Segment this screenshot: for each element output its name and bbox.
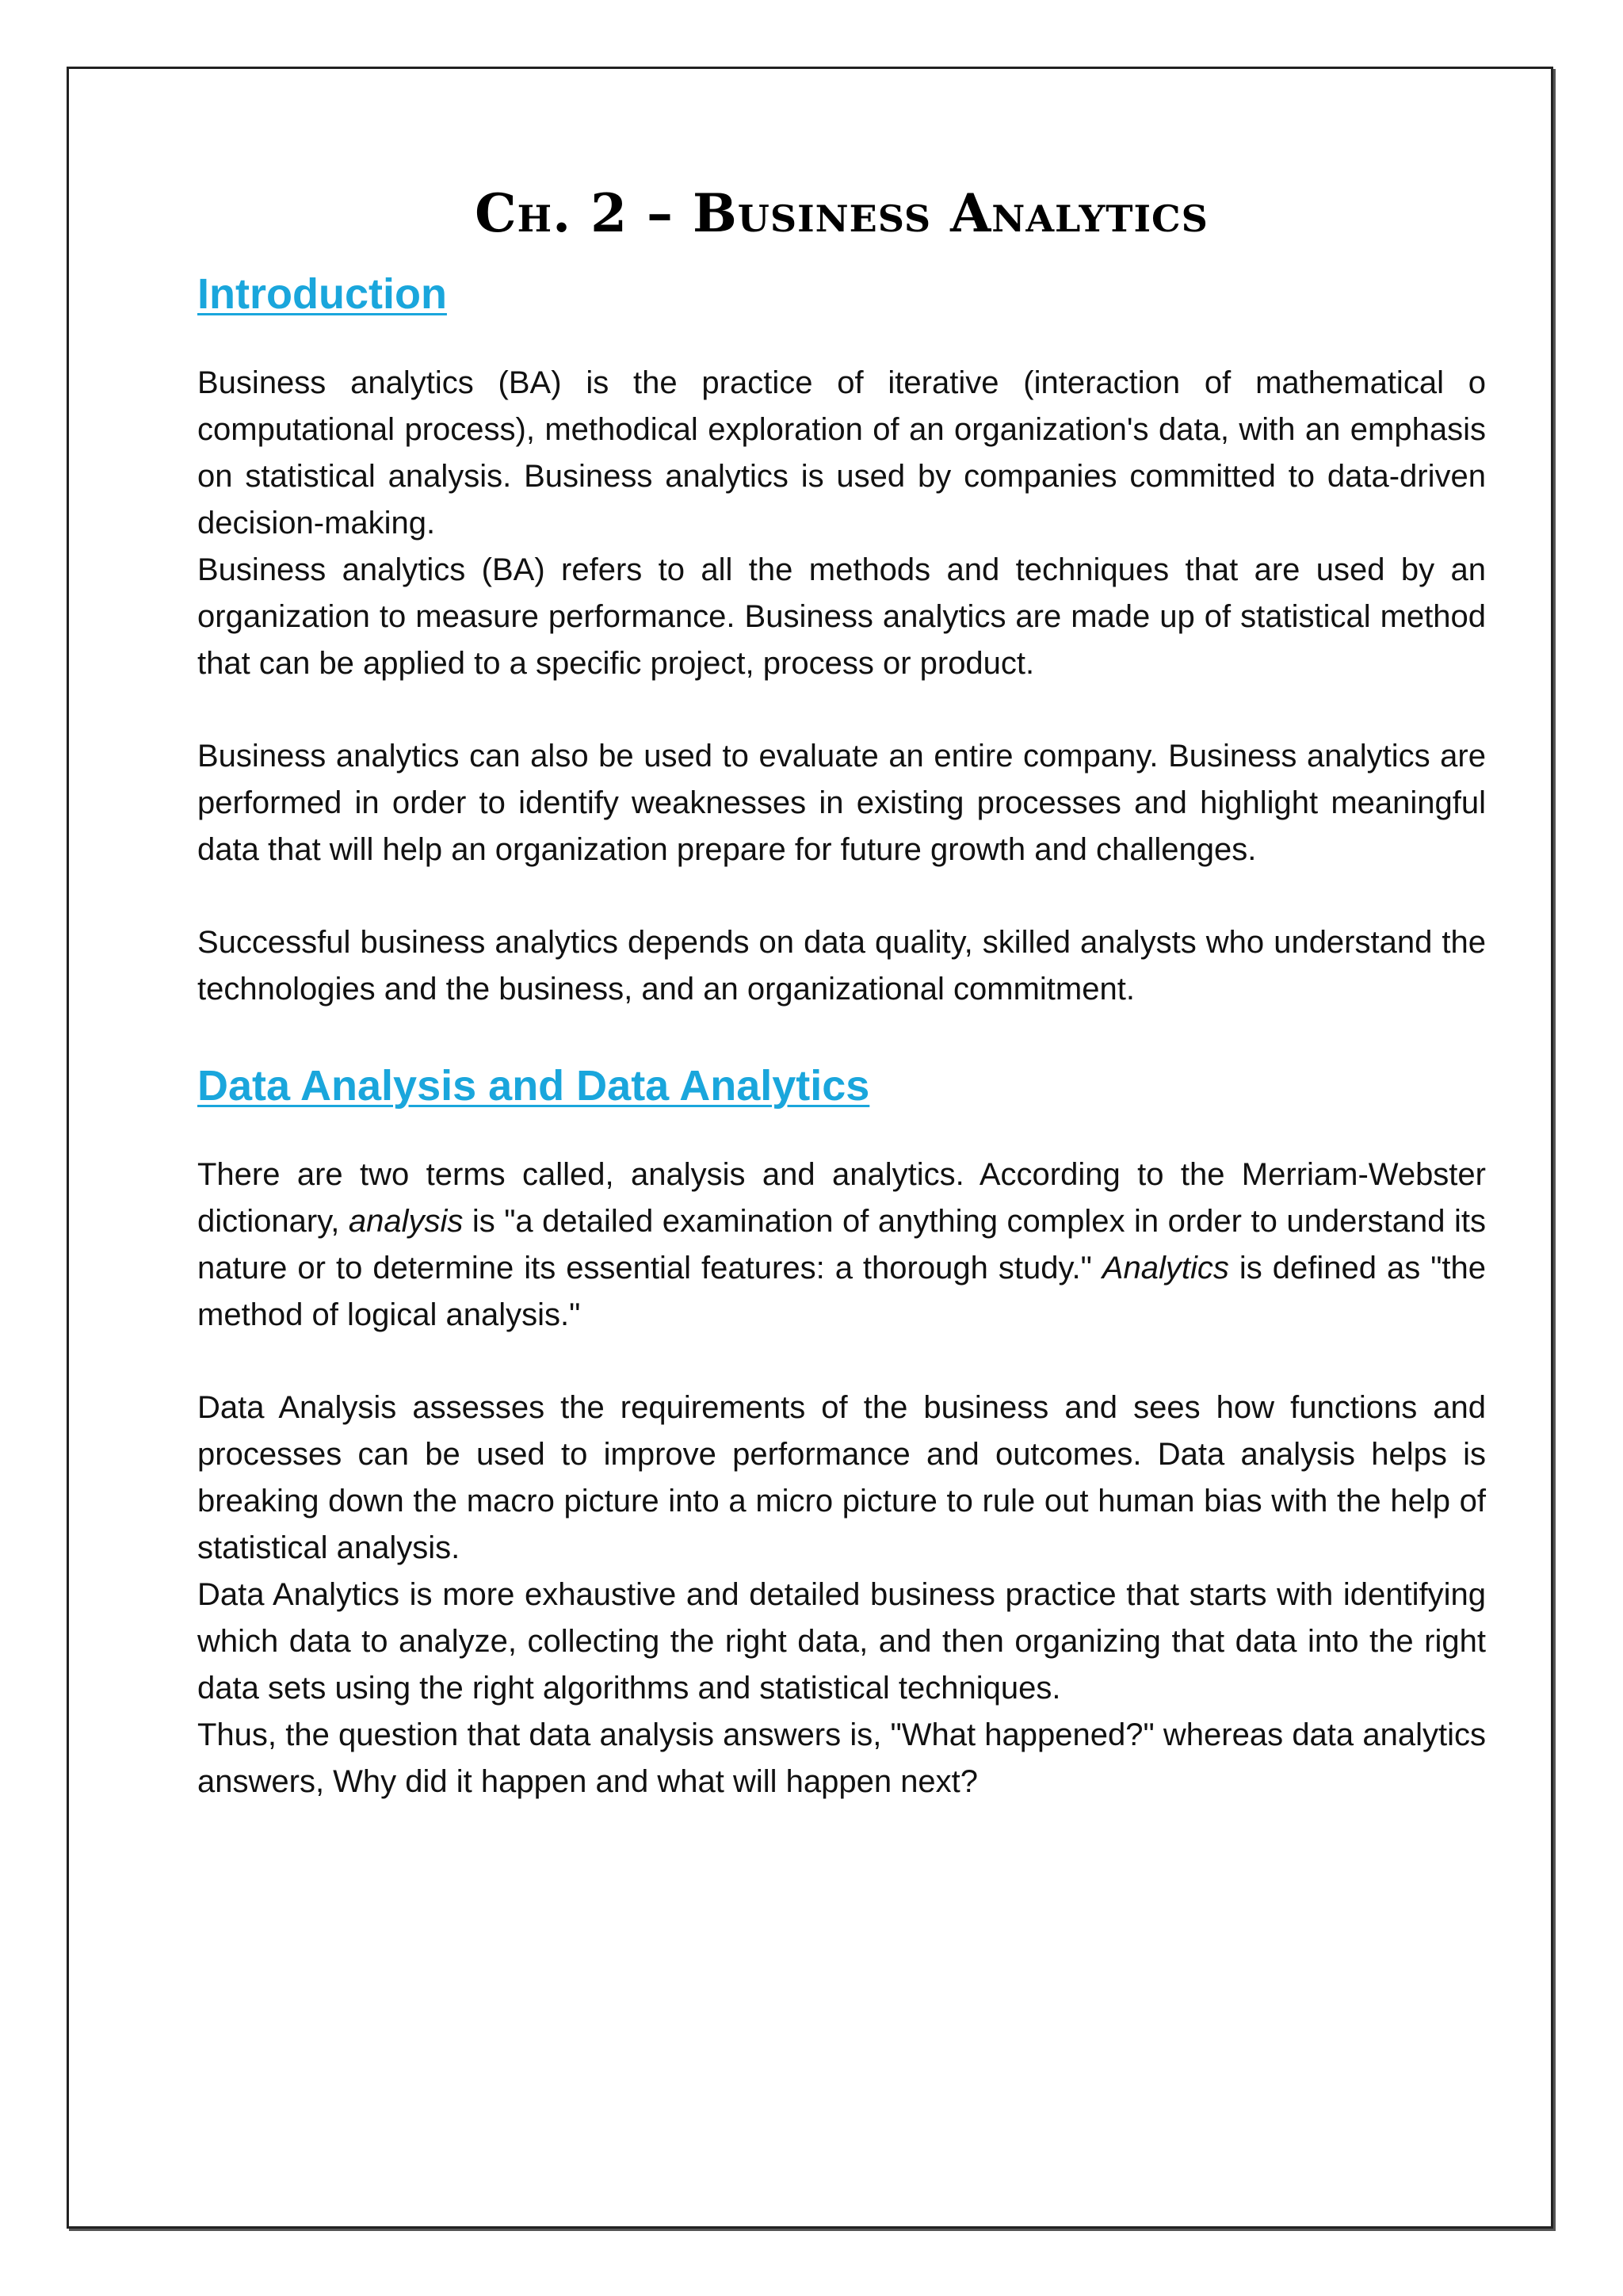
section-heading-data-analysis: Data Analysis and Data Analytics [197, 1061, 870, 1110]
text-run: is defined as "the method of logical analysis." [197, 1250, 1487, 1332]
paragraph: Thus, the question that data analysis answers is, "What happened?" whereas data analytics answers, Why did it happen and what will happen next? [197, 1717, 1486, 1799]
paragraph: Data Analytics is more exhaustive and detailed business practice that starts with identifying which data to analyze, collecting the right data, and then organizing that data into the right data sets using the right algorithms and statistical techniques. [197, 1576, 1486, 1706]
paragraph: Business analytics can also be used to evaluate an entire company. Business analytics are performed in order to identify weaknesses in existing processes and highlight meaningful data that will help an organization prepare for future growth and challenges. [197, 738, 1486, 867]
paragraph: Successful business analytics depends on data quality, skilled analysts who understand the technologies and the business, and an organizational commitment. [197, 924, 1486, 1007]
paragraph-definitions [197, 1152, 1486, 1339]
text-run: There are two terms called, analysis and analytics. According to the Merriam-Webster dictionary, [197, 1156, 1486, 1239]
section-data-analysis [197, 1060, 1486, 1805]
italic-term-analysis: analysis [348, 1203, 464, 1239]
italic-term-analytics: Analytics [1102, 1250, 1229, 1286]
paragraph: Data Analysis assesses the requirements of the business and sees how functions and processes can be used to improve performance and outcomes. Data analysis helps is breaking down the macro picture into a micro picture to rule out human bias with the help of statistical analysis. [197, 1389, 1486, 1565]
chapter-title: Ch. 2 – Business Analytics [475, 182, 1209, 244]
text-run: is "a detailed examination of anything complex in order to understand its nature or to determine its essential features: a thorough study." [197, 1203, 1487, 1286]
paragraph: Business analytics (BA) is the practice of iterative (interaction of mathematical o computational process), methodical exploration of an organization's data, with an emphasis on statistical analysis. Business analytics is used by companies committed to data-driven decision-making. [197, 365, 1486, 541]
section-introduction [197, 269, 1486, 1013]
section-heading-introduction: Introduction [197, 270, 447, 319]
paragraph: Business analytics (BA) refers to all the methods and techniques that are used by an organization to measure performance. Business analytics are made up of statistical method that can be applied to a specific project, process or product. [197, 552, 1486, 681]
document-content [197, 182, 1486, 1805]
